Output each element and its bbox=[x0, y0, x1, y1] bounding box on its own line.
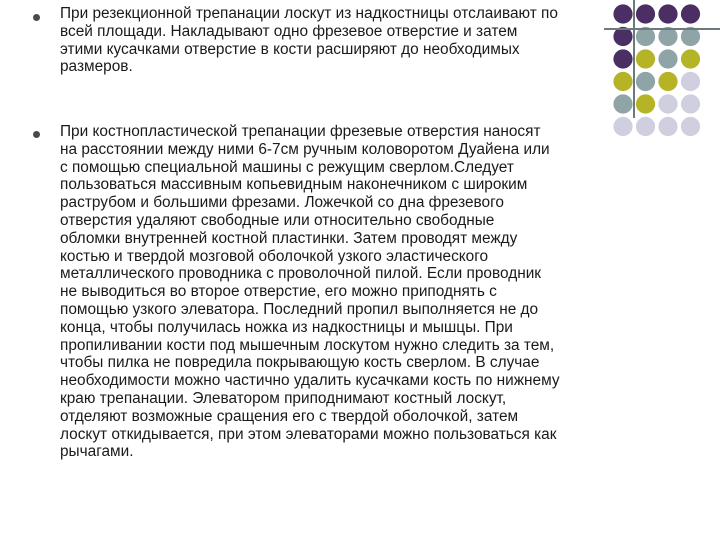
text-line: краю трепанации. Элеватором приподнимают костный лоскут, bbox=[60, 389, 507, 407]
decorative-dot bbox=[681, 49, 700, 68]
decorative-dot bbox=[681, 94, 700, 113]
decorative-horizontal-line bbox=[604, 28, 720, 30]
text-line: на расстоянии между ними 6-7см ручным коловоротом Дуайена или bbox=[60, 140, 550, 158]
text-line: рычагами. bbox=[60, 443, 134, 461]
text-line: размеров. bbox=[60, 58, 133, 76]
text-line: этими кусачками отверстие в кости расширяют до необходимых bbox=[60, 40, 520, 58]
decorative-dot bbox=[658, 49, 677, 68]
bullet-dot-2 bbox=[33, 131, 40, 138]
decorative-dot bbox=[681, 27, 700, 46]
decorative-dot bbox=[681, 72, 700, 91]
bullet-paragraph-2 bbox=[60, 123, 690, 461]
text-line: необходимости можно частично удалить кусачками кость по нижнему bbox=[60, 372, 560, 390]
text-line: лоскут откидывается, при этом элеваторами можно пользоваться как bbox=[60, 425, 557, 443]
text-line: При костнопластической трепанации фрезевые отверстия наносят bbox=[60, 123, 541, 140]
decorative-dot bbox=[658, 4, 677, 23]
decorative-dot bbox=[658, 72, 677, 91]
text-line: конца, чтобы получилась ножка из надкостницы и мышцы. При bbox=[60, 318, 513, 336]
text-line: пропиливании кости под мышечным лоскутом нужно следить за тем, bbox=[60, 336, 555, 354]
text-line: отверстия удаляют свободные или относительно свободные bbox=[60, 211, 495, 229]
text-line: раструбом и большими фрезами. Ложечкой со дна фрезевого bbox=[60, 194, 504, 212]
text-line: пользоваться массивным копьевидным наконечником с широким bbox=[60, 176, 528, 194]
text-line: костью и твердой мозговой оболочкой узкого эластического bbox=[60, 247, 489, 265]
decorative-dot bbox=[681, 4, 700, 23]
text-line: отделяют возможные сращения его с твердой оболочкой, затем bbox=[60, 407, 519, 425]
decorative-dot bbox=[636, 94, 655, 113]
decorative-vertical-line bbox=[633, 0, 635, 118]
decorative-dot bbox=[613, 94, 632, 113]
text-line: обломки внутренней костной пластинки. Затем проводят между bbox=[60, 229, 518, 247]
text-line: помощью узкого элеватора. Последний пропил выполняется не до bbox=[60, 300, 539, 318]
decorative-dot bbox=[658, 94, 677, 113]
bullet-dot-1 bbox=[33, 14, 40, 21]
text-line: При резекционной трепанации лоскут из надкостницы отслаивают по bbox=[60, 5, 558, 22]
text-line: чтобы пилка не повредила покрывающую кость сверлом. В случае bbox=[60, 354, 540, 372]
text-line: не выводиться во второе отверстие, его можно приподнять с bbox=[60, 283, 497, 301]
text-line: с помощью специальной машины с режущим сверлом.Следует bbox=[60, 158, 514, 176]
text-line: металлического проводника с проволочной пилой. Если проводник bbox=[60, 265, 542, 283]
decorative-dot bbox=[658, 27, 677, 46]
text-line: всей площади. Накладывают одно фрезевое отверстие и затем bbox=[60, 22, 518, 40]
bullet-paragraph-1 bbox=[60, 5, 650, 76]
